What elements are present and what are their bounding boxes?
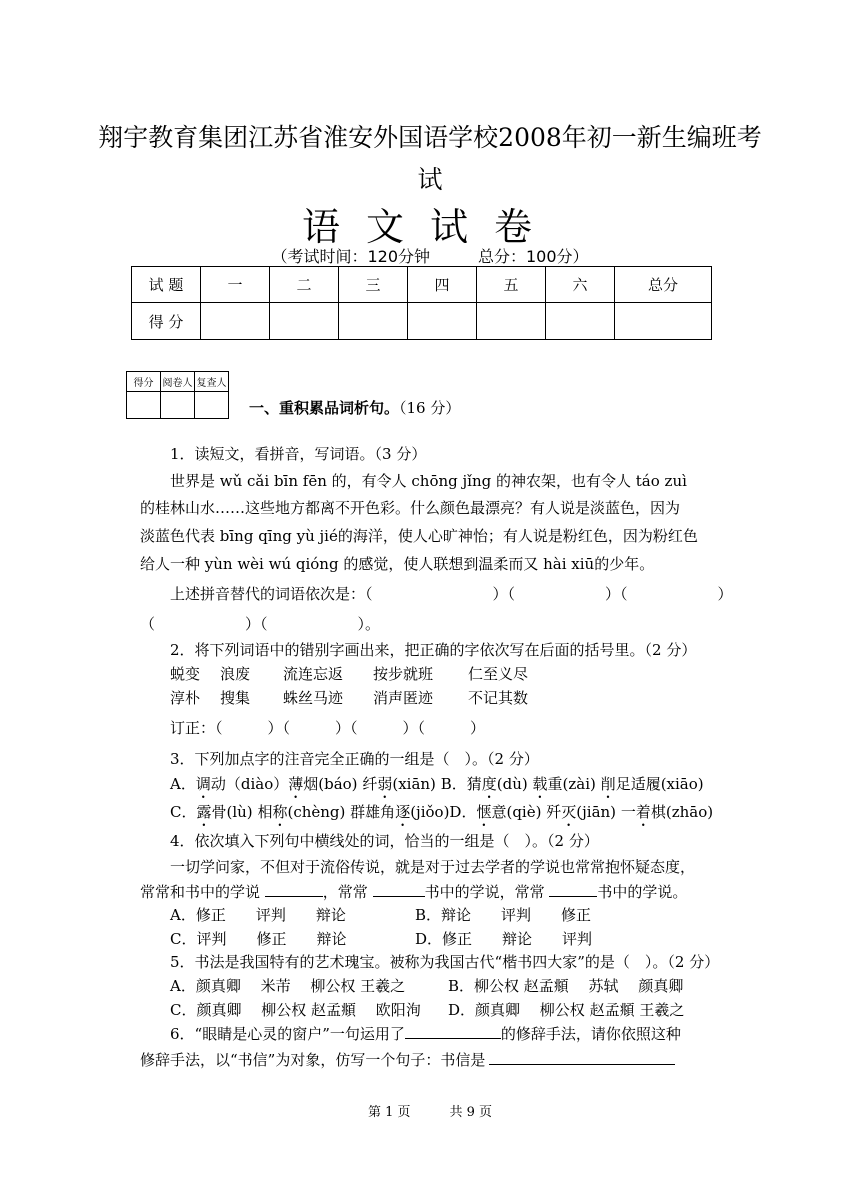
q3-text: 歼 [546, 803, 562, 821]
q1-passage-line: 的桂林山水……这些地方都离不开色彩。什么颜色最漂亮？有人说是淡蓝色，因为 [140, 499, 681, 517]
score-table-header: 总分 [615, 267, 712, 303]
score-cell[interactable] [201, 303, 270, 340]
q3-text: (chèng) [287, 803, 346, 821]
score-table-header: 一 [201, 267, 270, 303]
score-table-header: 试 题 [132, 267, 201, 303]
q4-prompt: 4．依次填入下列句中横线处的词，恰当的一组是（ ）。（2 分） [170, 832, 599, 850]
q3-text: 一 [620, 803, 636, 821]
section-1-heading [249, 397, 460, 418]
q3-text: 动（diào） [210, 775, 289, 793]
q3-text: 意(qiè) [491, 803, 542, 821]
q1-passage-line: 淡蓝色代表 bīng qīng yù jié的海洋，使人心旷神怡；有人说是粉红色，因为粉红色 [140, 527, 698, 545]
q2-word[interactable]: 搜集 [220, 689, 251, 707]
section-1-points: （16 分） [399, 399, 461, 417]
exam-title-line2: 试 [417, 165, 443, 194]
score-table-header: 三 [339, 267, 408, 303]
score-cell[interactable] [546, 303, 615, 340]
q1-answer-line: 上述拼音替代的词语依次是：（ ）（ ）（ ） [170, 585, 733, 603]
q3-dotted-char: 着 [635, 803, 651, 821]
q2-words-row [170, 687, 528, 708]
score-table-header: 四 [408, 267, 477, 303]
q5-option-c[interactable]: C．颜真卿 柳公权 赵孟頫 欧阳洵 [170, 1001, 421, 1019]
grader-cell[interactable] [161, 392, 195, 419]
score-row-label: 得 分 [132, 303, 201, 340]
q2-word[interactable]: 浪废 [220, 665, 251, 683]
q3-dotted-char: 灭 [561, 803, 577, 821]
q3-text: 烟(báo) [303, 775, 358, 793]
q3-text: 相 [257, 803, 273, 821]
q5-option-b[interactable]: B．柳公权 赵孟頫 苏轼 颜真卿 [448, 977, 684, 995]
q3-text: 重(zài) [547, 775, 596, 793]
q6-text: 修辞手法，以“书信”为对象，仿写一个句子：书信是 [140, 1051, 486, 1069]
q3-text: 棋(zhāo) [650, 803, 714, 821]
q3-dotted-char: 调 [195, 775, 211, 793]
q4-option-a[interactable]: A．修正 评判 辩论 [170, 906, 346, 924]
score-table-header: 六 [546, 267, 615, 303]
q6-line2 [140, 1049, 675, 1070]
q4-blank-3[interactable] [549, 882, 597, 897]
score-cell[interactable] [408, 303, 477, 340]
grader-cell[interactable] [127, 392, 161, 419]
q1-answer-line: （ ）（ ）。 [140, 615, 381, 633]
q2-word[interactable]: 蛛丝马迹 [283, 689, 344, 707]
q4-option-b[interactable]: B．辩论 评判 修正 [415, 906, 592, 924]
q4-text: 书中的学说。 [597, 883, 688, 901]
score-table-header: 二 [270, 267, 339, 303]
q3-option-b-label[interactable]: B． [440, 775, 467, 793]
grader-cell[interactable] [195, 392, 229, 419]
q4-option-d[interactable]: D．修正 辩论 评判 [415, 930, 593, 948]
q3-options-cd [170, 801, 713, 830]
q3-options-ab [170, 773, 704, 802]
q3-dotted-char: 露 [196, 803, 212, 821]
q5-prompt: 5．书法是我国特有的艺术瑰宝。被称为我国古代“楷书四大家”的是（ ）。（2 分） [170, 953, 720, 971]
q2-word[interactable]: 消声匿迹 [373, 689, 434, 707]
q3-dotted-char: 削 [600, 775, 616, 793]
q4-text: ，常常 [322, 883, 368, 901]
q2-word[interactable]: 仁至义尽 [468, 665, 529, 683]
grader-header: 阅卷人 [161, 372, 195, 392]
q4-text: 常常和书中的学说 [140, 883, 261, 901]
q4-sentence-line2 [140, 881, 687, 902]
q3-text: 骨(lù) [211, 803, 253, 821]
q3-dotted-char: 弱 [377, 775, 393, 793]
q3-prompt: 3．下列加点字的注音完全正确的一组是（ ）。（2 分） [170, 750, 539, 768]
q2-word[interactable]: 按步就班 [373, 665, 434, 683]
q2-correction: 订正：（ ）（ ）（ ）（ ） [170, 719, 486, 737]
q6-text: 6．“眼睛是心灵的窗户”一句运用了 [170, 1025, 405, 1043]
q6-text: 的修辞手法，请你依照这种 [500, 1025, 681, 1043]
q2-word[interactable]: 不记其数 [468, 689, 529, 707]
q5-option-d[interactable]: D．颜真卿 柳公权 赵孟頫 王羲之 [448, 1001, 685, 1019]
q3-text: (dù) [496, 775, 528, 793]
q3-text: (xiān) [392, 775, 436, 793]
score-cell[interactable] [270, 303, 339, 340]
q2-prompt: 2．将下列词语中的错别字画出来，把正确的字依次写在后面的括号里。（2 分） [170, 641, 697, 659]
page-footer: 第 1 页 共 9 页 [367, 1105, 493, 1120]
q6-line1 [170, 1023, 681, 1044]
score-table-header: 五 [477, 267, 546, 303]
q3-dotted-char: 载 [532, 775, 548, 793]
q4-sentence-line: 一切学问家，不但对于流俗传说，就是对于过去学者的学说也常常抱怀疑态度， [170, 858, 696, 876]
q3-text: (jiǒo) [410, 803, 450, 821]
q3-text: 足适履(xiāo) [615, 775, 704, 793]
grader-table [126, 371, 229, 419]
score-cell[interactable] [477, 303, 546, 340]
grader-header: 复查人 [195, 372, 229, 392]
q5-option-a[interactable]: A．颜真卿 米芾 柳公权 王羲之 [170, 977, 406, 995]
q3-text: 群雄角 [350, 803, 396, 821]
q4-text: 书中的学说，常常 [424, 883, 545, 901]
q1-passage-line: 世界是 wǔ cǎi bīn fēn 的，有令人 chōng jǐng 的神农架，也有令人 táo zuì [170, 472, 687, 490]
q2-word[interactable]: 流连忘返 [283, 665, 344, 683]
q4-blank-2[interactable] [373, 882, 425, 897]
q3-dotted-char: 薄 [288, 775, 304, 793]
exam-title-line1: 翔宇教育集团江苏省淮安外国语学校2008年初一新生编班考 [98, 123, 762, 152]
score-cell[interactable] [615, 303, 712, 340]
q2-word[interactable]: 蜕变 [170, 665, 201, 683]
q3-dotted-char: 度 [481, 775, 497, 793]
q3-option-a-label[interactable]: A． [170, 775, 196, 793]
q3-text: (jiān) [576, 803, 617, 821]
q3-option-d-label[interactable]: D． [449, 803, 477, 821]
q3-option-c-label[interactable]: C． [170, 803, 197, 821]
q6-blank-sentence[interactable] [489, 1050, 675, 1065]
q3-text: 猜 [466, 775, 482, 793]
exam-info: （考试时间：120分钟 总分：100分） [271, 247, 589, 266]
q2-word[interactable]: 淳朴 [170, 689, 201, 707]
q3-text: 纤 [362, 775, 378, 793]
q4-option-c[interactable]: C．评判 修正 辩论 [170, 930, 347, 948]
q1-passage-line: 给人一种 yùn wèi wú qióng 的感觉，使人联想到温柔而又 hài xiū的少年。 [140, 555, 655, 573]
q6-blank-rhetoric[interactable] [405, 1024, 501, 1039]
grader-header: 得分 [127, 372, 161, 392]
q2-words-row [170, 663, 528, 684]
section-1-title: 一、重积累品词析句。 [249, 399, 400, 417]
q3-dotted-char: 惬 [476, 803, 492, 821]
paper-title: 语文试卷 [301, 205, 558, 249]
q3-dotted-char: 称 [272, 803, 288, 821]
q4-blank-1[interactable] [265, 882, 323, 897]
score-table [131, 266, 712, 340]
score-cell[interactable] [339, 303, 408, 340]
q3-dotted-char: 逐 [395, 803, 411, 821]
q1-prompt: 1．读短文，看拼音，写词语。（3 分） [170, 445, 427, 463]
